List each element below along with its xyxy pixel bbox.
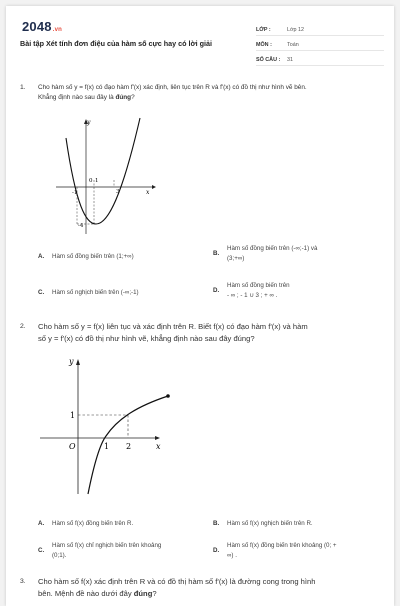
option-line1: Hàm số f(x) đồng biến trên khoảng (0; + — [227, 542, 337, 549]
question-2-line1: Cho hàm số y = f(x) liên tục và xác định trên R. Biết f(x) có đạo hàm f'(x) và hàm — [38, 322, 308, 331]
option-text: Hàm số f(x) nghịch biến trên R. — [227, 520, 313, 527]
question-2-number: 2. — [20, 323, 26, 330]
x-axis-label: x — [156, 442, 161, 451]
logo-tld: .vn — [52, 27, 63, 33]
question-3-line1: Cho hàm số f(x) xác định trên R và có đồ thị hàm số f'(x) là đường cong trong hình — [38, 577, 316, 586]
option-text — [227, 281, 290, 301]
question-1-graph — [56, 116, 161, 236]
question-3-number: 3. — [20, 578, 26, 585]
question-3-text — [38, 576, 394, 600]
question-3-line2-pre: bên. Mệnh đề nào dưới đây — [38, 589, 134, 598]
tick-label-y1: 1 — [70, 411, 76, 420]
x-axis-label: x — [146, 189, 150, 196]
option-line2: (0;1). — [52, 552, 67, 559]
y-axis-arrow — [76, 359, 80, 365]
question-3-line2-bold: đúng — [133, 589, 153, 598]
option-text: Hàm số nghịch biến trên (-∞;-1) — [52, 289, 139, 296]
meta-value: Toán — [287, 42, 299, 48]
tick-label-neg1: -1 — [72, 190, 78, 196]
option-text — [227, 244, 317, 264]
option-text: Hàm số f(x) đồng biến trên R. — [52, 520, 134, 527]
logo-main: 2048 — [22, 19, 52, 34]
question-2-graph — [38, 354, 178, 496]
option-label: B. — [213, 250, 220, 257]
question-1-option-b[interactable] — [213, 244, 317, 264]
option-line1: Hàm số f(x) chỉ nghịch biến trên khoảng — [52, 542, 162, 549]
option-line1: Hàm số đồng biến trên — [227, 282, 290, 289]
tick-label-neg4: -4 — [78, 223, 84, 229]
question-2-option-d[interactable] — [213, 541, 337, 561]
tick-label-x1: 1 — [104, 442, 110, 451]
question-1-option-c[interactable] — [38, 288, 139, 298]
meta-row-subject — [256, 36, 384, 51]
meta-row-class — [256, 21, 384, 36]
option-label: A. — [38, 253, 45, 260]
option-label: B. — [213, 520, 220, 527]
origin-label: 0 — [89, 178, 93, 184]
document-title: Bài tập Xét tính đơn điệu của hàm số cực hay có lời giải — [20, 39, 212, 48]
option-line2: - ∞ ; - 1 ∪ 3 ; + ∞ . — [227, 292, 278, 299]
option-label: C. — [38, 289, 45, 296]
question-2-line2: số y = f'(x) có đồ thị như hình vẽ, khẳng định nào sau đây đúng? — [38, 334, 255, 343]
question-2-option-c[interactable] — [38, 541, 161, 561]
option-label: A. — [38, 520, 45, 527]
question-2-text — [38, 321, 392, 345]
question-1-option-d[interactable] — [213, 281, 290, 301]
x-axis-arrow — [152, 185, 156, 189]
tick-label-3: 3 — [116, 189, 120, 195]
meta-key: SỐ CÂU : — [256, 57, 281, 63]
question-1-line2-post: ? — [131, 94, 135, 101]
meta-value: Lớp 12 — [287, 27, 305, 33]
meta-value: 31 — [287, 57, 293, 63]
option-text: Hàm số đồng biến trên (1;+∞) — [52, 253, 134, 260]
origin-label: O — [69, 442, 76, 451]
site-logo[interactable] — [22, 19, 62, 34]
tick-label-1: 1 — [95, 178, 99, 184]
question-1-number: 1. — [20, 84, 26, 91]
meta-key: LỚP : — [256, 27, 271, 33]
question-1-line2-bold: đúng — [115, 94, 132, 101]
question-1-option-a[interactable] — [38, 252, 134, 262]
option-line2: (3;+∞) — [227, 255, 245, 262]
meta-key: MÔN : — [256, 42, 272, 48]
option-label: C. — [38, 547, 45, 554]
document-meta — [256, 21, 384, 66]
question-2-option-a[interactable] — [38, 519, 133, 529]
curve-endpoint — [166, 394, 170, 398]
tick-label-x2: 2 — [126, 442, 132, 451]
option-text — [227, 541, 337, 561]
document-page — [6, 6, 394, 606]
question-3-line2-post: ? — [152, 589, 157, 598]
question-1-line2-pre: Khẳng định nào sau đây là — [38, 94, 116, 101]
y-axis-label: y — [69, 357, 74, 366]
question-1-line1: Cho hàm số y = f(x) có đạo hàm f'(x) xác định, liên tục trên R và f'(x) có đồ thị như hình vẽ bên. — [38, 84, 307, 91]
meta-row-count — [256, 51, 384, 66]
option-text — [52, 541, 161, 561]
y-axis-label: y — [87, 119, 91, 126]
question-1-text — [38, 83, 390, 103]
option-line1: Hàm số đồng biến trên (-∞;-1) và — [227, 245, 318, 252]
question-2-option-b[interactable] — [213, 519, 313, 529]
x-axis-arrow — [155, 436, 160, 440]
option-label: D. — [213, 287, 220, 294]
option-label: D. — [213, 547, 220, 554]
option-line2: ∞) . — [227, 552, 237, 559]
